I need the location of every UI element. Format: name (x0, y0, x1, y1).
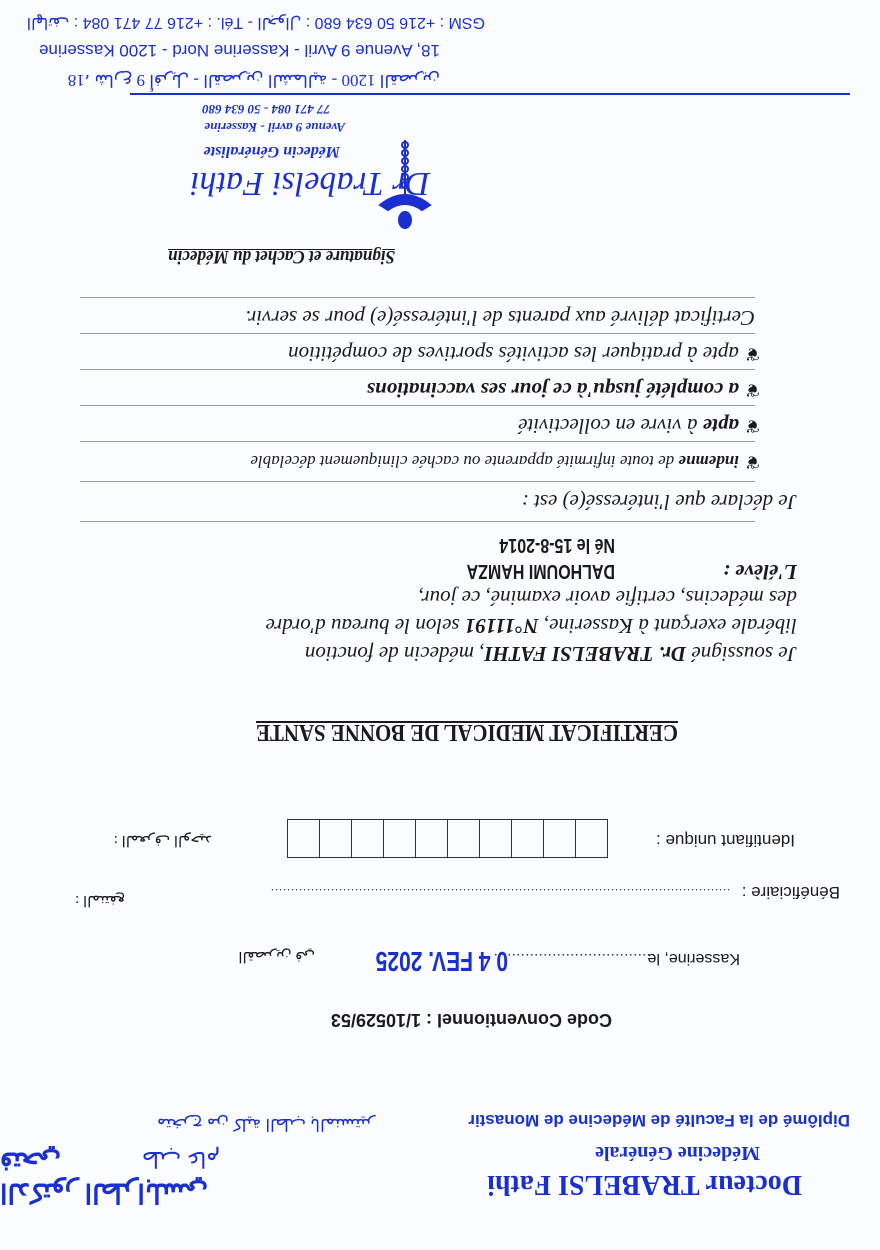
student-label: L'élève : (722, 560, 797, 584)
code-conventionnel: Code Conventionnel : 1/10529/53 (330, 1010, 612, 1030)
list-item: ❦ indemne de toute infirmité apparente ou cachée cliniquement décelable (250, 452, 760, 472)
divider-line (80, 405, 755, 406)
beneficiary-label-arabic: : المنتفع (75, 892, 125, 908)
beneficiary-label: Bénéficiaire : (741, 883, 840, 902)
body-line-3: des médecins, certifie avoir examiné, ce jour, (418, 586, 797, 610)
identifier-digit-box[interactable] (351, 820, 383, 857)
divider-line (80, 369, 755, 370)
identifier-digit-box[interactable] (447, 820, 479, 857)
signature-caption: Signature et Cachet du Médecin (167, 246, 395, 267)
doctor-specialty-arabic: طب عام (141, 1147, 220, 1172)
divider-line (80, 481, 755, 482)
divider-line (80, 521, 755, 522)
divider-line (80, 297, 755, 298)
doctor-name: Docteur TRABELSI Fathi (487, 1169, 802, 1200)
footer-address: 18, Avenue 9 Avril - Kasserine Nord - 1200 Kasserine (39, 41, 440, 60)
beneficiary-dots: ................................................................................................................... (270, 886, 730, 900)
identifier-boxes (287, 819, 608, 858)
date-stamp: 0 4 FEV. 2025 (375, 946, 508, 977)
identifier-digit-box[interactable] (319, 820, 351, 857)
doctor-name-arabic: الدكتور الطرابلسي فتحي (0, 1147, 208, 1208)
body-line-1: Je soussigné Dr. TRABELSI FATHI, médecin de fonction (304, 642, 797, 666)
leaf-bullet-icon: ❦ (744, 380, 760, 400)
student-birthdate: Né le 15-8-2014 (499, 534, 615, 556)
stamp-doctor-name: Dr Trabelsi Fathi (190, 165, 430, 202)
place-label-arabic: القصرين في (238, 948, 315, 964)
divider-line (80, 333, 755, 334)
certificate-title: CERTIFICAT MEDICAL DE BONNE SANTE (256, 719, 678, 745)
delivery-note: Certificat délivré aux parents de l'intéressé(e) pour se servir. (245, 306, 755, 330)
doctor-specialty: Médecine Générale (595, 1142, 760, 1164)
doctor-diploma-arabic: متخرج من كلية الطب بالمنستير (157, 1115, 375, 1134)
date-dots: .................................... (493, 950, 655, 965)
stamp-phone: 77 471 084 - 50 634 680 (202, 102, 330, 117)
identifier-digit-box[interactable] (383, 820, 415, 857)
stamp-address: Avenue 9 avril - Kasserine (204, 120, 345, 135)
list-item: ❦ a complété jusqu'à ce jour ses vaccinations (366, 378, 760, 402)
stamp-specialty: Médecin Généraliste (203, 143, 340, 160)
body-line-2: libérale exerçant à Kasserine, N°11191 selon le bureau d'ordre (265, 614, 797, 638)
footer-phones: GSM : +216 50 634 680 : الجوال - Tél. : +216 77 471 084 : الهاتف (26, 14, 485, 31)
list-item: ❦ apte à pratiquer les activités sportives de compétition (288, 342, 760, 366)
student-name: DALHOUMI HAMZA (466, 560, 615, 582)
leaf-bullet-icon: ❦ (744, 416, 760, 436)
footer-rule (130, 94, 850, 96)
identifier-label-arabic: : المعرف الوحيد (113, 832, 212, 848)
identifier-digit-box[interactable] (288, 820, 319, 857)
footer-address-arabic: 18، شارع 9 أفريل - القصرين الشمالية - 1200 القصرين (67, 71, 440, 90)
identifier-digit-box[interactable] (479, 820, 511, 857)
identifier-label: Identifiant unique : (656, 831, 795, 850)
identifier-digit-box[interactable] (543, 820, 575, 857)
place-label: Kasserine, le (647, 950, 740, 967)
doctor-diploma: Diplômé de la Faculté de Médecine de Monastir (468, 1111, 850, 1130)
identifier-digit-box[interactable] (511, 820, 543, 857)
leaf-bullet-icon: ❦ (744, 344, 760, 364)
identifier-digit-box[interactable] (575, 820, 607, 857)
divider-line (80, 441, 755, 442)
declaration-line: Je déclare que l'intéressé(e) est : (521, 490, 797, 514)
identifier-digit-box[interactable] (415, 820, 447, 857)
list-item: ❦ apte à vivre en collectivité (518, 414, 760, 438)
leaf-bullet-icon: ❦ (744, 452, 760, 472)
